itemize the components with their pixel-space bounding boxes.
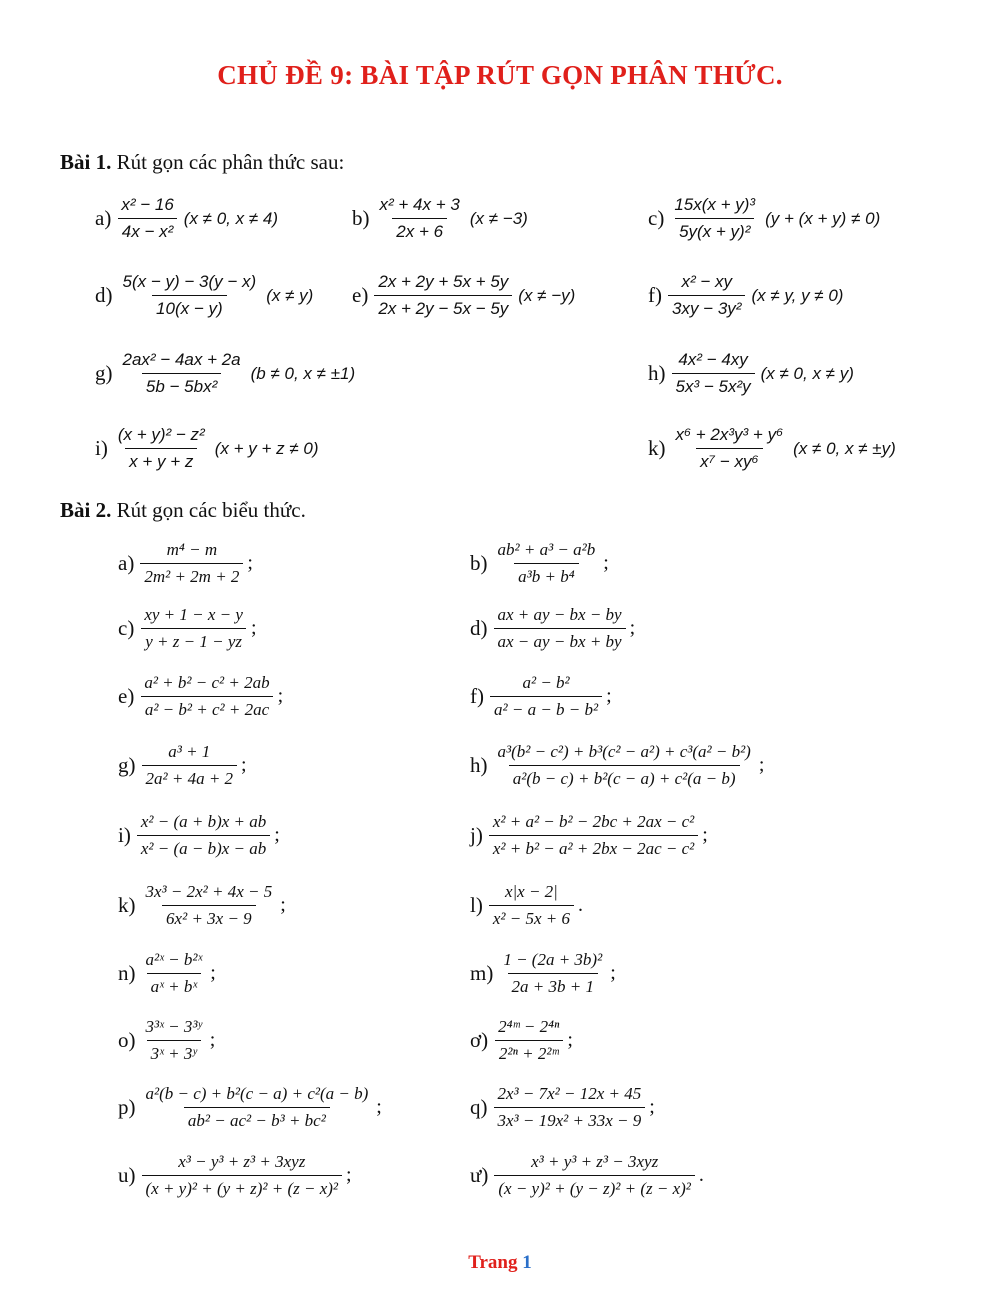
denominator: (x − y)² + (y − z)² + (z − x)²: [494, 1175, 695, 1199]
bai2-item-n: [118, 950, 216, 997]
punctuation: ;: [241, 754, 247, 776]
fraction: [672, 350, 755, 397]
condition: (x ≠ −3): [469, 208, 528, 228]
numerator: a²ˣ − b²ˣ: [145, 950, 203, 969]
fraction: [140, 540, 243, 587]
punctuation: .: [577, 894, 583, 916]
punctuation: ;: [567, 1029, 573, 1051]
fraction: [119, 350, 245, 397]
footer-label: Trang: [468, 1252, 518, 1273]
punctuation: ;: [210, 962, 216, 984]
numerator: 1 − (2a + 3b)²: [503, 950, 603, 969]
numerator: x² − 16: [121, 195, 174, 214]
numerator: x² − xy: [681, 272, 732, 291]
punctuation: ;: [649, 1096, 655, 1118]
bai2-item-g: [118, 742, 247, 789]
fraction: [490, 673, 602, 720]
bai1-item-a: [95, 195, 278, 242]
punctuation: ;: [274, 824, 280, 846]
denominator: 5x³ − 5x²y: [672, 373, 755, 397]
denominator: x + y + z: [125, 448, 197, 472]
fraction: [494, 1084, 646, 1131]
numerator: a² − b²: [522, 673, 570, 692]
bai2-text: Rút gọn các biểu thức.: [111, 498, 306, 522]
item-label: n): [118, 961, 136, 985]
bai2-item-u-horn: [470, 1152, 704, 1199]
fraction: [142, 1152, 343, 1199]
fraction: [489, 882, 574, 929]
fraction: [140, 605, 247, 652]
denominator: 6x² + 3x − 9: [162, 905, 256, 929]
numerator: x² − (a + b)x + ab: [140, 812, 267, 831]
fraction: [137, 812, 270, 859]
denominator: 5y(x + y)²: [675, 218, 754, 242]
denominator: a³b + b⁴: [514, 563, 578, 587]
bai2-heading: [60, 498, 306, 523]
bai2-item-l: [470, 882, 583, 929]
numerator: x⁶ + 2x³y³ + y⁶: [675, 425, 784, 444]
denominator: x² − (a − b)x − ab: [137, 835, 270, 859]
bai2-item-m: [470, 950, 616, 997]
punctuation: ;: [629, 617, 636, 639]
denominator: 2x + 6: [392, 218, 447, 242]
fraction: [119, 272, 261, 319]
bai1-label: Bài 1.: [60, 150, 112, 174]
fraction: [494, 1152, 695, 1199]
bai2-item-k: [118, 882, 286, 929]
fraction: [142, 950, 207, 997]
page-footer: [0, 1252, 1000, 1274]
bai2-item-a: [118, 540, 253, 587]
numerator: x² + 4x + 3: [379, 195, 460, 214]
denominator: x⁷ − xy⁶: [696, 448, 762, 472]
fraction: [140, 673, 273, 720]
punctuation: ;: [606, 685, 612, 707]
fraction: [494, 605, 626, 652]
bai2-item-i: [118, 812, 280, 859]
item-label: h): [470, 753, 488, 777]
bai1-item-k: [648, 425, 896, 472]
denominator: 2a + 3b + 1: [508, 973, 598, 997]
denominator: (x + y)² + (y + z)² + (z − x)²: [142, 1175, 343, 1199]
punctuation: ;: [277, 685, 284, 707]
bai1-item-f: [648, 272, 843, 319]
fraction: [489, 812, 698, 859]
punctuation: ;: [247, 552, 253, 574]
condition: (y + (x + y) ≠ 0): [765, 208, 881, 228]
denominator: 2x + 2y − 5x − 5y: [374, 295, 512, 319]
numerator: x² + a² − b² − 2bc + 2ax − c²: [492, 812, 695, 831]
fraction: [376, 195, 464, 242]
denominator: a² − b² + c² + 2ac: [141, 696, 273, 720]
punctuation: ;: [610, 962, 616, 984]
bai2-item-f: [470, 673, 612, 720]
item-label: i): [118, 823, 131, 847]
numerator: 2x³ − 7x² − 12x + 45: [497, 1084, 642, 1103]
page-title: CHỦ ĐỀ 9: BÀI TẬP RÚT GỌN PHÂN THỨC.: [217, 60, 783, 90]
denominator: 2m² + 2m + 2: [140, 563, 243, 587]
denominator: ax − ay − bx + by: [494, 628, 626, 652]
condition: (x ≠ y): [266, 285, 314, 305]
bai1-item-d: [95, 272, 313, 319]
numerator: a³(b² − c²) + b³(c² − a²) + c³(a² − b²): [497, 742, 751, 761]
item-label: a): [118, 551, 135, 575]
denominator: aˣ + bˣ: [147, 973, 202, 997]
item-label: u): [118, 1163, 136, 1187]
item-label: f): [648, 283, 662, 307]
condition: (x ≠ 0, x ≠ ±y): [793, 438, 896, 458]
item-label: d): [470, 616, 488, 640]
numerator: x³ + y³ + z³ − 3xyz: [531, 1152, 659, 1171]
bai2-item-o: [118, 1017, 215, 1064]
fraction: [114, 425, 209, 472]
numerator: a³ + 1: [168, 742, 211, 761]
condition: (x ≠ −y): [518, 285, 576, 305]
denominator: 3x³ − 19x² + 33x − 9: [494, 1107, 646, 1131]
numerator: 15x(x + y)³: [674, 195, 756, 214]
bai2-item-o-horn: [470, 1017, 573, 1064]
punctuation: .: [698, 1164, 704, 1186]
numerator: xy + 1 − x − y: [144, 605, 243, 624]
item-label: p): [118, 1095, 136, 1119]
bai2-item-p: [118, 1084, 382, 1131]
item-label: h): [648, 361, 666, 385]
numerator: 2x + 2y + 5x + 5y: [378, 272, 509, 291]
bai2-item-e: [118, 673, 283, 720]
numerator: 5(x − y) − 3(y − x): [122, 272, 257, 291]
numerator: x³ − y³ + z³ + 3xyz: [178, 1152, 306, 1171]
bai1-item-b: [352, 195, 528, 242]
fraction: [494, 1017, 563, 1064]
item-label: d): [95, 283, 113, 307]
fraction: [672, 425, 788, 472]
item-label: b): [470, 551, 488, 575]
punctuation: ;: [702, 824, 708, 846]
condition: (x ≠ 0, x ≠ 4): [183, 208, 279, 228]
page-number: 1: [522, 1252, 532, 1273]
punctuation: ;: [603, 552, 609, 574]
item-label: ơ): [470, 1028, 489, 1052]
denominator: 3xy − 3y²: [668, 295, 745, 319]
denominator: a²(b − c) + b²(c − a) + c²(a − b): [509, 765, 740, 789]
denominator: 2a² + 4a + 2: [142, 765, 238, 789]
numerator: ab² + a³ − a²b: [497, 540, 596, 559]
item-label: c): [118, 616, 135, 640]
fraction: [494, 742, 755, 789]
fraction: [668, 272, 745, 319]
punctuation: ;: [346, 1164, 352, 1186]
punctuation: ;: [758, 754, 765, 776]
item-label: e): [118, 684, 135, 708]
fraction: [374, 272, 512, 319]
denominator: ab² − ac² − b³ + bc²: [184, 1107, 330, 1131]
numerator: (x + y)² − z²: [117, 425, 205, 444]
item-label: l): [470, 893, 483, 917]
bai2-item-b: [470, 540, 609, 587]
denominator: y + z − 1 − yz: [141, 628, 246, 652]
bai1-item-c: [648, 195, 880, 242]
item-label: j): [470, 823, 483, 847]
numerator: a² + b² − c² + 2ab: [144, 673, 270, 692]
bai1-item-h: [648, 350, 854, 397]
denominator: a² − a − b − b²: [490, 696, 602, 720]
numerator: x|x − 2|: [504, 882, 558, 901]
item-label: g): [118, 753, 136, 777]
item-label: g): [95, 361, 113, 385]
condition: (b ≠ 0, x ≠ ±1): [250, 363, 356, 383]
item-label: q): [470, 1095, 488, 1119]
condition: (x ≠ y, y ≠ 0): [751, 285, 844, 305]
bai1-heading: [60, 150, 344, 175]
item-label: i): [95, 436, 108, 460]
fraction: [494, 540, 600, 587]
fraction: [142, 742, 238, 789]
fraction: [142, 882, 277, 929]
punctuation: ;: [209, 1029, 216, 1051]
punctuation: ;: [250, 617, 257, 639]
condition: (x ≠ 0, x ≠ y): [760, 363, 854, 383]
bai2-item-c: [118, 605, 257, 652]
item-label: e): [352, 283, 369, 307]
item-label: ư): [470, 1163, 489, 1187]
condition: (x + y + z ≠ 0): [214, 438, 319, 458]
item-label: m): [470, 961, 494, 985]
bai1-item-i: [95, 425, 319, 472]
denominator: x² − 5x + 6: [489, 905, 574, 929]
bai2-label: Bài 2.: [60, 498, 112, 522]
bai1-item-e: [352, 272, 575, 319]
punctuation: ;: [376, 1096, 382, 1118]
fraction: [142, 1017, 206, 1064]
denominator: 2²ⁿ + 2²ᵐ: [495, 1040, 563, 1064]
denominator: 10(x − y): [152, 295, 227, 319]
bai2-item-j: [470, 812, 708, 859]
bai1-text: Rút gọn các phân thức sau:: [111, 150, 345, 174]
fraction: [499, 950, 606, 997]
bai2-item-q: [470, 1084, 655, 1131]
numerator: 3x³ − 2x² + 4x − 5: [145, 882, 273, 901]
fraction: [117, 195, 177, 242]
item-label: o): [118, 1028, 136, 1052]
numerator: m⁴ − m: [166, 540, 218, 559]
numerator: 4x² − 4xy: [678, 350, 748, 369]
numerator: ax + ay − bx − by: [497, 605, 622, 624]
item-label: c): [648, 206, 665, 230]
numerator: 3³ˣ − 3³ʸ: [145, 1017, 202, 1036]
numerator: a²(b − c) + b²(c − a) + c²(a − b): [145, 1084, 369, 1103]
bai2-item-h: [470, 742, 764, 789]
bai1-item-g: [95, 350, 355, 397]
bai2-item-d: [470, 605, 635, 652]
denominator: 3ˣ + 3ʸ: [147, 1040, 201, 1064]
item-label: f): [470, 684, 484, 708]
numerator: 2⁴ᵐ − 2⁴ⁿ: [498, 1017, 560, 1036]
denominator: 5b − 5bx²: [142, 373, 221, 397]
item-label: k): [648, 436, 666, 460]
fraction: [670, 195, 759, 242]
item-label: k): [118, 893, 136, 917]
punctuation: ;: [280, 894, 286, 916]
denominator: x² + b² − a² + 2bx − 2ac − c²: [489, 835, 698, 859]
fraction: [142, 1084, 373, 1131]
numerator: 2ax² − 4ax + 2a: [122, 350, 241, 369]
denominator: 4x − x²: [118, 218, 178, 242]
item-label: b): [352, 206, 370, 230]
bai2-item-u: [118, 1152, 352, 1199]
item-label: a): [95, 206, 112, 230]
